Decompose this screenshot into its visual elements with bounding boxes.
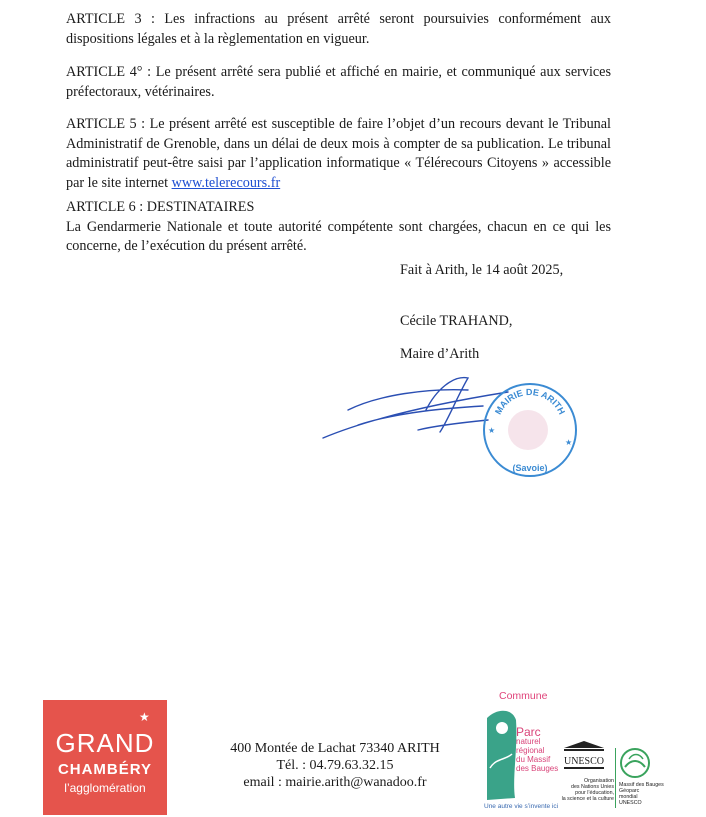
mairie-stamp <box>480 375 580 480</box>
star-icon: ★ <box>139 710 150 724</box>
geoparc-logo <box>617 745 653 781</box>
parc-line-5: des Bauges <box>516 764 559 773</box>
geo-line-1: Massif des Bauges <box>619 782 664 788</box>
parc-line-2: naturel <box>516 737 541 746</box>
parc-line-3: régional <box>516 746 545 755</box>
un-line-1: Organisation <box>583 778 614 784</box>
logo-grand: GRAND <box>55 728 155 758</box>
parc-line-1: Parc <box>516 725 541 739</box>
stamp-top-text: MAIRIE DE ARITH <box>493 386 568 417</box>
unesco-logo <box>560 740 608 770</box>
svg-text:★: ★ <box>565 438 573 447</box>
footer-address: 400 Montée de Lachat 73340 ARITH <box>230 741 440 756</box>
mayor-name: Cécile TRAHAND, <box>400 313 513 329</box>
geoparc-text <box>619 782 664 806</box>
article-3-text: ARTICLE 3 : Les infractions au présent arrêté seront poursuivies conformément aux dispositions légales et à la règlementation en vigueur. <box>66 11 611 47</box>
article-5 <box>66 115 611 193</box>
unesco-label: UNESCO <box>563 756 605 767</box>
geo-line-2: Géoparc <box>619 788 640 794</box>
fait-a: Fait à Arith, le 14 août 2025, <box>400 262 564 278</box>
parc-line-4: du Massif <box>516 755 551 764</box>
parc-text <box>516 725 559 773</box>
logo-chambery: CHAMBÉRY <box>57 761 153 778</box>
parc-motto: Une autre vie s’invente ici <box>484 803 559 810</box>
article-6-title: ARTICLE 6 : DESTINATAIRES <box>66 199 255 215</box>
geo-line-4: UNESCO <box>619 800 642 806</box>
article-4-text: ARTICLE 4° : Le présent arrêté sera publié et affiché en mairie, et communiqué aux services préfectoraux, vétérinaires. <box>66 64 611 100</box>
article-6-text: La Gendarmerie Nationale et toute autorité compétente sont chargées, chacun en ce qui les concerne, de l’exécution du présent arrêté. <box>66 218 611 254</box>
logo-agglo: l’agglomération <box>64 781 146 795</box>
divider <box>615 748 616 808</box>
un-line-4: la science et la culture <box>561 796 614 802</box>
grand-chambery-logo <box>43 700 167 815</box>
geo-line-3: mondial <box>619 794 638 800</box>
unesco-text <box>552 778 614 802</box>
footer-tel: Tél. : 04.79.63.32.15 <box>276 758 394 773</box>
article-3 <box>66 10 611 49</box>
commune-label: Commune <box>499 690 548 702</box>
article-5-text: ARTICLE 5 : Le présent arrêté est susceptible de faire l’objet d’un recours devant le Tribunal Administratif de Grenoble, dans un délai de deux mois à compter de sa publication. Le tribunal administratif peut-être saisi par l’application informatique « Télérecours Citoyens » accessible par le site internet <box>66 116 611 191</box>
article-4 <box>66 63 611 102</box>
mayor-title: Maire d’Arith <box>400 346 480 362</box>
telerecours-link[interactable]: www.telerecours.fr <box>171 174 281 191</box>
un-line-2: des Nations Unies <box>571 784 614 790</box>
article-6 <box>66 198 611 257</box>
stamp-bottom-text: (Savoie) <box>512 463 548 473</box>
un-line-3: pour l’éducation, <box>575 790 614 796</box>
svg-text:★: ★ <box>488 426 496 435</box>
footer-email: email : mairie.arith@wanadoo.fr <box>243 775 427 790</box>
